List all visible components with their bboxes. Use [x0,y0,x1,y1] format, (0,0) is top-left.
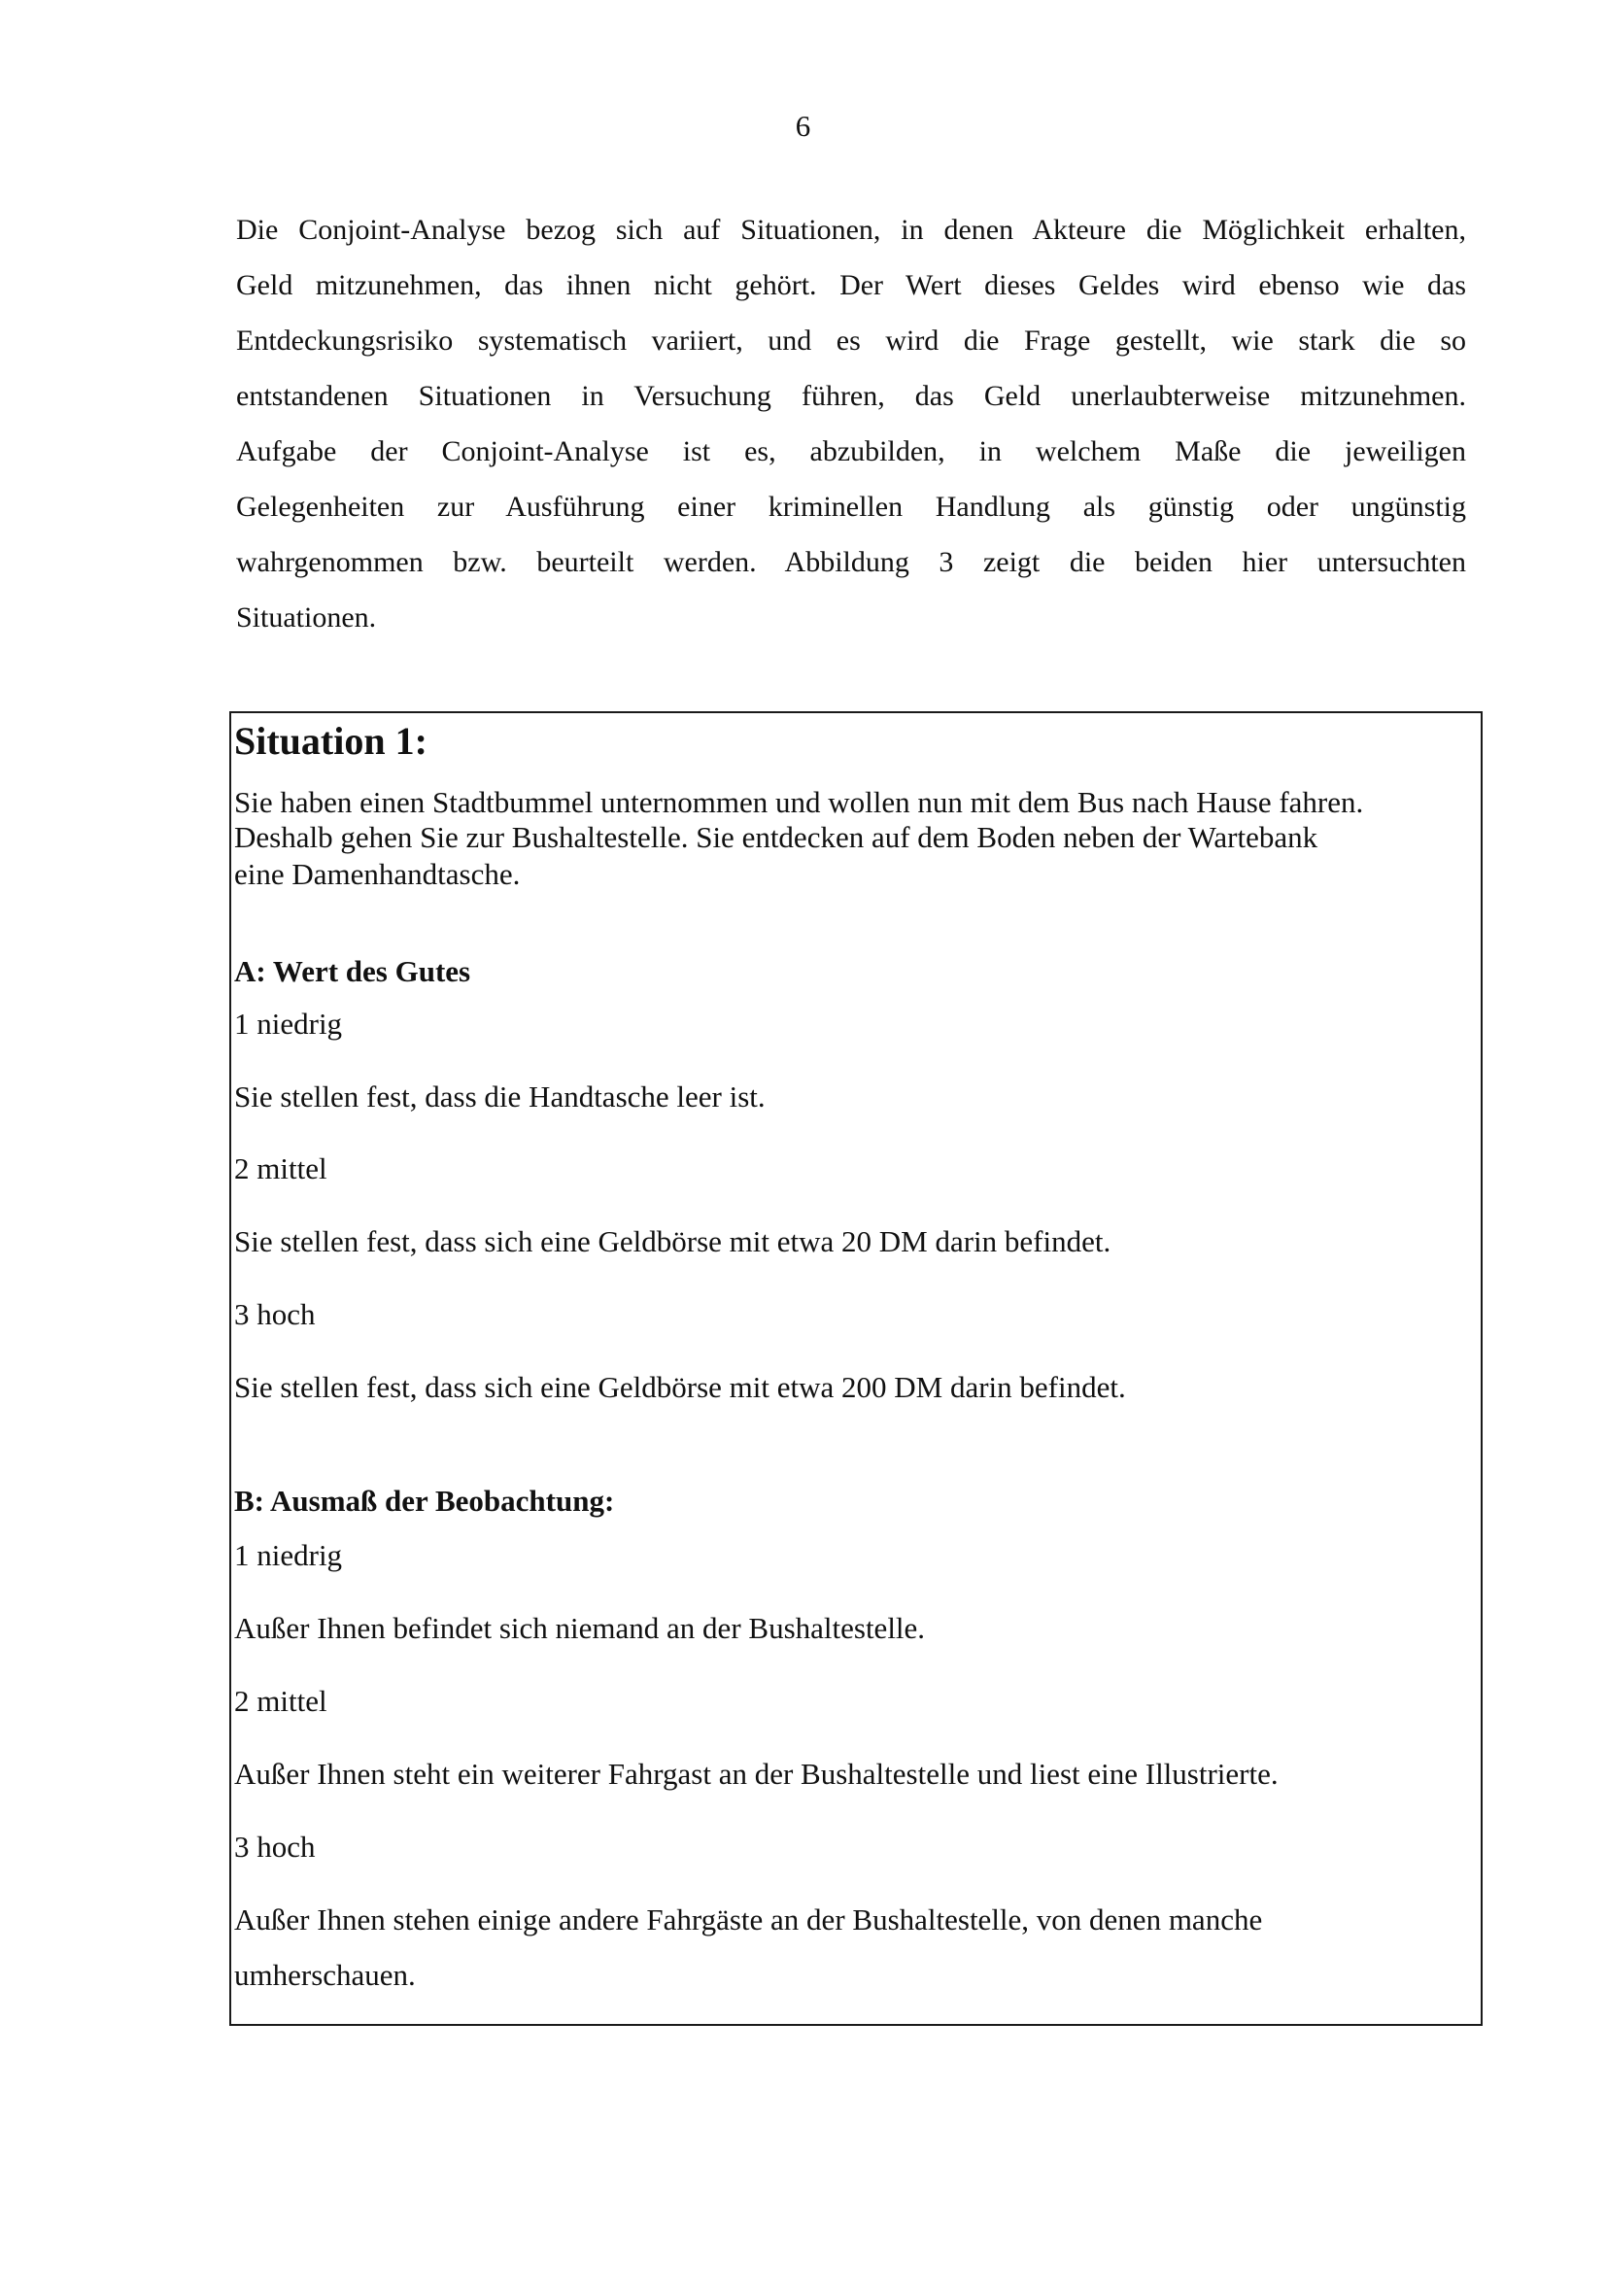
level-label: 3 hoch [234,1297,316,1331]
page-number: 6 [795,109,811,143]
level-label: 3 hoch [234,1830,316,1864]
attribute-heading: A: Wert des Gutes [234,954,471,988]
scenario-line: eine Damenhandtasche. [234,857,521,891]
level-description: Außer Ihnen stehen einige andere Fahrgäste an der Bushaltestelle, von denen manche [234,1902,1263,1936]
paragraph-line: wahrgenommen bzw. beurteilt werden. Abbildung 3 zeigt die beiden hier untersuchten [236,546,1466,578]
paragraph-line: Geld mitzunehmen, das ihnen nicht gehört. Der Wert dieses Geldes wird ebenso wie das [236,269,1466,301]
attribute-heading: B: Ausmaß der Beobachtung: [234,1484,615,1518]
level-label: 1 niedrig [234,1007,343,1041]
level-description: Sie stellen fest, dass sich eine Geldbörse mit etwa 20 DM darin befindet. [234,1224,1111,1258]
level-description: Außer Ihnen befindet sich niemand an der Bushaltestelle. [234,1611,926,1645]
paragraph-line: Situationen. [236,601,377,634]
paragraph-line: entstandenen Situationen in Versuchung führen, das Geld unerlaubterweise mitzunehmen. [236,380,1466,412]
level-label: 1 niedrig [234,1538,343,1572]
paragraph-line: Entdeckungsrisiko systematisch variiert, und es wird die Frage gestellt, wie stark die so [236,325,1466,357]
paragraph-line: Die Conjoint-Analyse bezog sich auf Situationen, in denen Akteure die Möglichkeit erhalten, [236,214,1466,246]
level-description: Sie stellen fest, dass die Handtasche leer ist. [234,1079,766,1114]
level-description: umherschauen. [234,1958,416,1992]
figure-title: Situation 1: [234,719,427,763]
scenario-line: Sie haben einen Stadtbummel unternommen und wollen nun mit dem Bus nach Hause fahren. [234,785,1364,819]
scenario-line: Deshalb gehen Sie zur Bushaltestelle. Sie entdecken auf dem Boden neben der Wartebank [234,820,1318,854]
figure-box [229,711,1483,2026]
level-description: Außer Ihnen steht ein weiterer Fahrgast an der Bushaltestelle und liest eine Illustrierte. [234,1757,1279,1791]
paragraph-line: Gelegenheiten zur Ausführung einer kriminellen Handlung als günstig oder ungünstig [236,491,1466,523]
paragraph-line: Aufgabe der Conjoint-Analyse ist es, abzubilden, in welchem Maße die jeweiligen [236,435,1466,467]
level-label: 2 mittel [234,1684,327,1718]
level-description: Sie stellen fest, dass sich eine Geldbörse mit etwa 200 DM darin befindet. [234,1370,1126,1404]
level-label: 2 mittel [234,1151,327,1185]
